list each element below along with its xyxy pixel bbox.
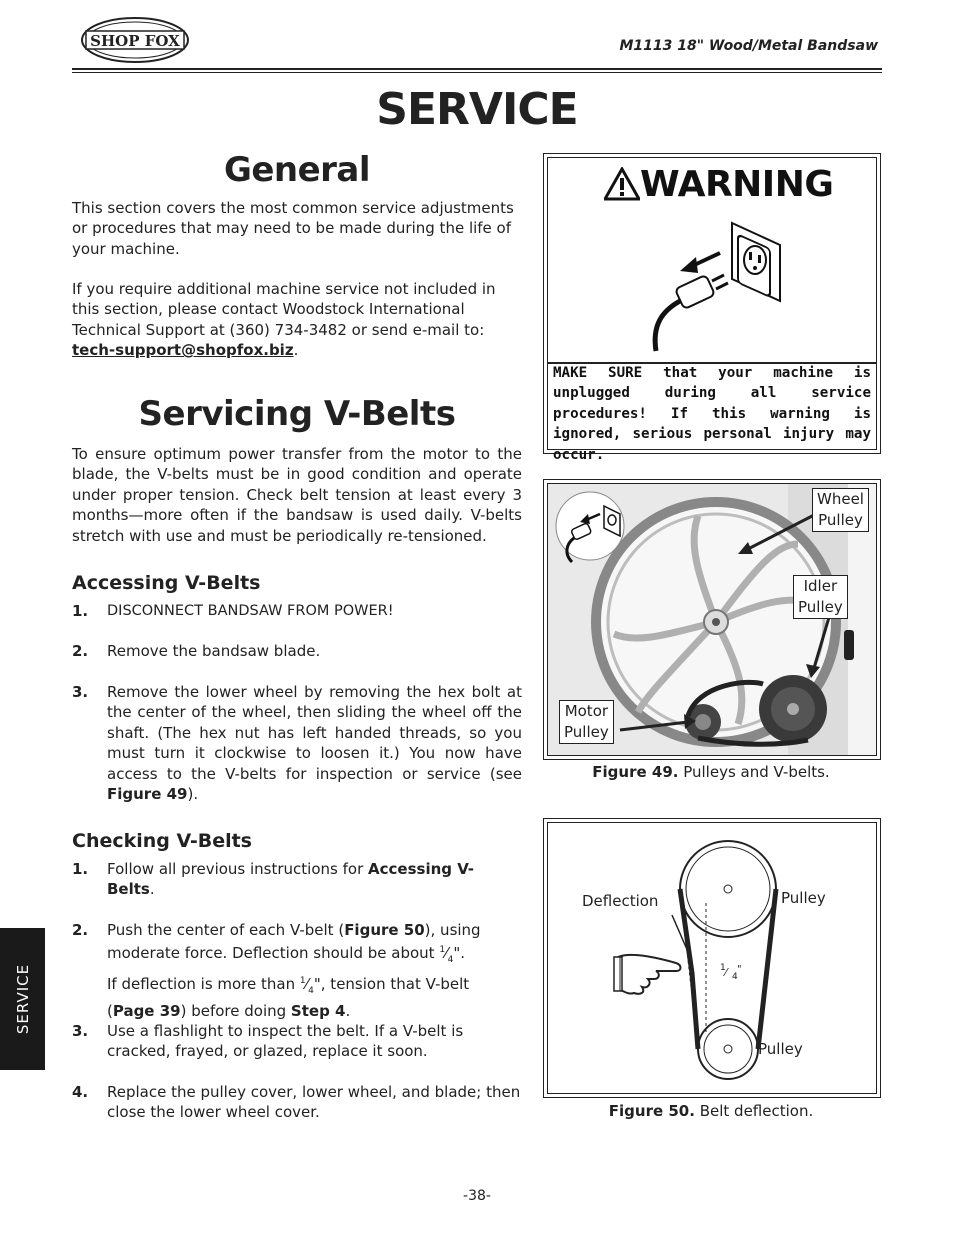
step-number: 2. [72, 921, 89, 939]
figure-50-reference[interactable]: Figure 50 [344, 921, 425, 939]
deflection-label: Deflection [582, 892, 659, 910]
page-number: -38- [463, 1188, 491, 1204]
accessing-step-2 [72, 641, 522, 661]
step-number: 3. [72, 683, 89, 701]
accessing-step-3 [72, 682, 522, 804]
step-text-d: If deflection is more than [107, 974, 300, 993]
label-line: Wheel [817, 490, 864, 508]
step-number: 1. [72, 602, 89, 620]
top-pulley-label: Pulley [781, 890, 826, 908]
label-line: Pulley [818, 511, 863, 529]
fraction-denominator: 4 [308, 985, 314, 996]
step-text: Remove the lower wheel by removing the hex bolt at the center of the wheel, then sliding the wheel off the shaft. (The hex nut has left handed threads, so you must turn it clockwise to loosen it.) You now have access to the V-belts for inspection or service (see [107, 683, 522, 783]
step-text-container: Push the center of each V-belt (Figure 50), using moderate force. Deflection should be about $^1⁄_4$". If deflection is more than $^1⁄_4$", tension that V-belt (Page 39) before doing Step 4. [107, 921, 481, 1021]
checking-step-3 [72, 1021, 522, 1062]
deflection-fraction-numerator: 1 [720, 963, 726, 973]
general-heading: General [223, 150, 371, 190]
caption-label: Figure 50. [608, 1102, 695, 1120]
general-paragraph-1: This section covers the most common service adjustments or procedures that may need to be made during the life of your machine. [72, 199, 514, 258]
step-number: 3. [72, 1022, 89, 1040]
figure-50-labels [580, 890, 830, 1060]
header-rule [72, 68, 882, 70]
step-number: 4. [72, 1083, 89, 1101]
section-side-tab [0, 928, 45, 1070]
wheel-pulley-label [812, 488, 869, 532]
fraction-numerator: 1 [299, 975, 306, 986]
accessing-vbelts-heading: Accessing V-Belts [72, 572, 261, 594]
step-text-b: ), using moderate force. Deflection should be about [107, 921, 481, 963]
step-text: Remove the bandsaw blade. [107, 642, 321, 660]
servicing-vbelts-heading: Servicing V-Belts [138, 394, 456, 434]
accessing-vbelts-reference[interactable]: Accessing V-Belts [107, 860, 474, 899]
accessing-step-1 [72, 601, 522, 621]
idler-pulley-label [793, 575, 848, 619]
step-text-end: . [149, 880, 155, 899]
figure-49-caption [543, 763, 879, 781]
step-text-f: ) before doing [180, 1002, 291, 1021]
email-suffix: . [293, 341, 299, 360]
model-title: M1113 18" Wood/Metal Bandsaw [619, 38, 878, 54]
page-39-reference[interactable]: Page 39 [112, 1002, 181, 1021]
fraction-denominator: 4 [447, 955, 454, 966]
step-text-c: ". [453, 944, 465, 963]
fraction-numerator: 1 [439, 945, 446, 956]
figure-50-caption [543, 1102, 879, 1120]
page-title: SERVICE [376, 84, 578, 135]
label-line: Idler [803, 577, 838, 595]
checking-step-2 [72, 920, 522, 1022]
motor-pulley-label [559, 700, 614, 744]
general-paragraph-2 [72, 279, 522, 361]
step-text-e: ", tension that V-belt ( [107, 974, 470, 1021]
vbelts-intro: To ensure optimum power transfer from the motor to the blade, the V-belts must be in good condition and operate under proper tension. Check belt tension at least every 3 months—more often if the bandsaw is used daily. V-belts stretch with use and must be periodically re-tensioned. [72, 445, 522, 545]
step-text-g: . [345, 1002, 351, 1021]
deflection-fraction-denominator: 4 [732, 972, 738, 982]
step-text: Replace the pulley cover, lower wheel, and blade; then close the lower wheel cover. [107, 1083, 521, 1122]
caption-text: Pulleys and V-belts. [678, 763, 830, 781]
label-line: Pulley [798, 598, 843, 616]
step-text-container [107, 859, 522, 900]
step-number: 1. [72, 860, 89, 878]
step-text-end: ). [187, 785, 199, 804]
shop-fox-logo [80, 16, 190, 64]
caption-label: Figure 49. [592, 763, 679, 781]
svg-text:SHOP FOX: SHOP FOX [90, 32, 180, 50]
step-text: Use a flashlight to inspect the belt. If a V-belt is cracked, frayed, or glazed, replace it soon. [107, 1022, 464, 1061]
checking-vbelts-heading: Checking V-Belts [72, 830, 252, 852]
deflection-fraction-unit: " [737, 964, 742, 975]
step-text-container [107, 682, 522, 804]
unplug-icon [640, 215, 790, 355]
warning-title: WARNING [640, 164, 834, 205]
step-text: DISCONNECT BANDSAW FROM POWER! [107, 603, 394, 619]
header-rule-thin [72, 72, 882, 73]
figure-49-reference[interactable]: Figure 49 [107, 785, 188, 804]
warning-text: MAKE SURE that your machine is unplugged during all service procedures! If this warning is ignored, serious personal injury may occur. [553, 365, 871, 463]
side-tab-label: SERVICE [13, 963, 32, 1035]
warning-triangle-icon [604, 167, 640, 201]
label-line: Pulley [564, 723, 609, 741]
step-4-reference[interactable]: Step 4 [290, 1002, 346, 1021]
checking-step-1 [72, 859, 522, 900]
label-line: Motor [564, 702, 609, 720]
bottom-pulley-label: Pulley [758, 1040, 803, 1058]
fraction-slash: ⁄ [725, 966, 727, 979]
checking-step-4 [72, 1082, 522, 1123]
step-text: Follow all previous instructions for [107, 860, 369, 878]
support-email-link[interactable]: tech-support@shopfox.biz [72, 341, 294, 360]
general-paragraph-2-text: If you require additional machine service not included in this section, please contact Woodstock International Technical Support at (360) 734-3482 or send e-mail to: [72, 280, 496, 339]
step-text-a: Push the center of each V-belt ( [107, 921, 345, 939]
caption-text: Belt deflection. [694, 1102, 814, 1120]
step-number: 2. [72, 642, 89, 660]
